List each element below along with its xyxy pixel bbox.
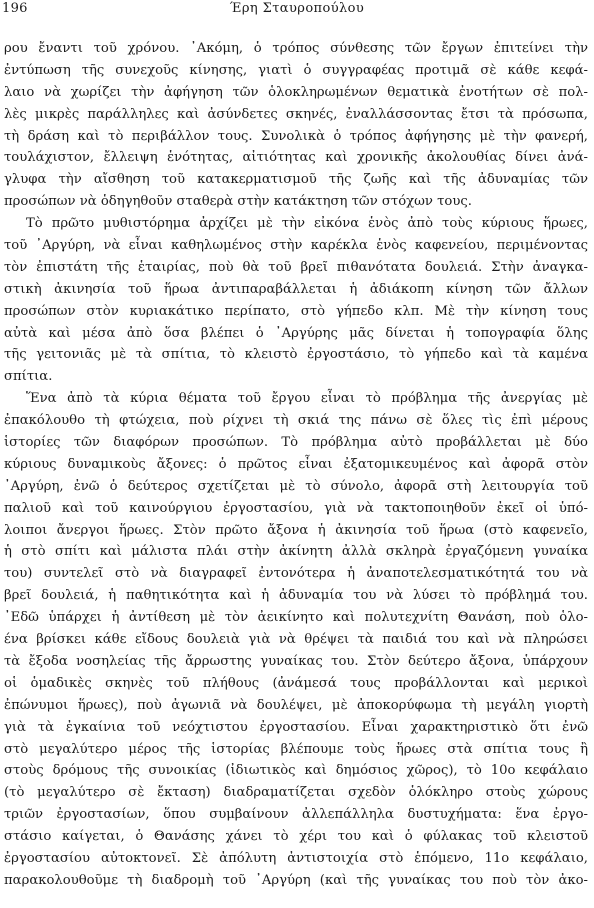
text-line: στικὴ ἀκινησία τοῦ ἥρωα ἀντιπαραβάλλεται ἡ ἀδιάκοπη κίνηση τῶν ἄλλων <box>4 281 588 297</box>
text-line: στὸ μεγαλύτερο μέρος τῆς ἱστορίας βλέπουμε τοὺς ἥρωες στὰ σπίτια τους ἢ <box>4 741 588 757</box>
text-line: προσώπων στὸν κυριακάτικο περίπατο, στὸ γήπεδο κλπ. Μὲ τὴν κίνηση τους <box>4 303 588 319</box>
text-line: γλυφα τὴν αἴσθηση τοῦ κατακερματισμοῦ τῆς ζωῆς καὶ τῆς ἀδυναμίας τῶν <box>4 172 588 188</box>
text-line: τῆς γειτονιᾶς μὲ τὰ σπίτια, τὸ κλειστὸ ἐργοστάσιο, τὸ γήπεδο καὶ τὰ καμένα <box>4 347 588 363</box>
text-line: τριῶν ἐργοστασίων, ὅπου συμβαίνουν ἀλλεπάλληλα δυστυχήματα: ἕνα ἐργο- <box>4 807 588 823</box>
running-title: Έρη Σταυροπούλου <box>229 1 365 16</box>
text-line: ἐπώνυμοι ἥρωες), ποὺ ἀγωνιᾶ νὰ δουλέψει, μὲ ἀποκορύφωμα τὴ μεγάλη γιορτὴ <box>4 697 588 713</box>
text-line: (τὸ μεγαλύτερο σὲ ἔκταση) διαδραματίζεται σχεδὸν ὁλόκληρο στοὺς χώρους <box>4 785 588 801</box>
text-line: στάσιο καίγεται, ὁ Θανάσης χάνει τὸ χέρι του καὶ ὁ φύλακας τοῦ κλειστοῦ <box>4 829 588 845</box>
text-line: ᾿Εδῶ ὑπάρχει ἡ ἀντίθεση μὲ τὸν ἀεικίνητο καὶ πολυτεχνίτη Θανάση, ποὺ ὁλο- <box>4 610 588 626</box>
text-line: τοῦ ᾿Αργύρη, νὰ εἶναι καθηλωμένος στὴν καρέκλα ἑνὸς καφενείου, περιμένοντας <box>4 238 588 254</box>
text-line: τὰ ἔξοδα νοσηλείας τῆς ἄρρωστης γυναίκας του. Στὸν δεύτερο ἄξονα, ὑπάρχουν <box>4 653 588 669</box>
text-line: λὲς μικρὲς παράλληλες καὶ ἀσύνδετες σκηνές, ἐναλλάσσοντας ἔτσι τὰ πρόσωπα, <box>4 106 588 122</box>
text-line: αὐτὰ καὶ μέσα ἀπὸ ὅσα βλέπει ὁ ᾿Αργύρης μᾶς δίνεται ἡ τοπογραφία ὅλης <box>4 325 588 341</box>
text-line: παλιοῦ καὶ τοῦ καινούργιου ἐργοστασίου, γιὰ νὰ τακτοποιηθοῦν ἐκεῖ οἱ ὑπό- <box>4 500 588 516</box>
text-line: του) συντελεῖ στὸ νὰ διαγραφεῖ ἐντονότερα ἡ ἀναποτελεσματικότητά του νὰ <box>4 566 588 582</box>
text-line: Ἕνα ἀπὸ τὰ κύρια θέματα τοῦ ἔργου εἶναι τὸ πρόβλημα τῆς ἀνεργίας μὲ <box>26 391 588 407</box>
text-line: βρεῖ δουλειά, ἡ παθητικότητα καὶ ἡ ἀδυναμία του νὰ λύσει τὸ πρόβλημά του. <box>4 588 588 604</box>
text-line: τὸν ἐπιστάτη τῆς ἑταιρίας, ποὺ θὰ τοῦ βρεῖ πιθανότατα δουλειά. Στὴν ἀναγκα- <box>4 259 588 275</box>
text-line: κύριους δυναμικοὺς ἄξονες: ὁ πρῶτος εἶναι ἐξατομικευμένος καὶ ἀφορᾶ στὸν <box>4 456 588 472</box>
text-line: στοὺς δρόμους τῆς συνοικίας (ἰδιωτικὸς καὶ δημόσιος χῶρος), τὸ 10ο κεφάλαιο <box>4 763 588 779</box>
text-line: ἐντύπωση τῆς συνεχοῦς κίνησης, γιατὶ ὁ συγγραφέας προτιμᾶ σὲ κάθε κεφά- <box>4 62 588 78</box>
text-line: οἱ ὁμαδικὲς σκηνὲς τοῦ πλήθους (ἀνάμεσά τους προβάλλονται καὶ μερικοὶ <box>4 675 588 691</box>
text-line: ένα βρίσκει κάθε εἴδους δουλειὰ γιὰ νὰ θρέψει τὰ παιδιά του καὶ νὰ πληρώσει <box>4 632 588 648</box>
text-line: Τὸ πρῶτο μυθιστόρημα ἀρχίζει μὲ τὴν εἰκόνα ἑνὸς ἀπὸ τοὺς κύριους ἥρωες, <box>26 216 588 232</box>
text-line: παρακολουθοῦμε τὴ διαδρομὴ τοῦ ᾿Αργύρη (καὶ τῆς γυναίκας του ποὺ τὸν ἀκο- <box>4 872 588 888</box>
text-line: σπίτια. <box>4 369 53 385</box>
text-line: προσώπων νὰ ὁδηγηθοῦν σταθερὰ στὴν κατάκτηση τῶν στόχων τους. <box>4 194 472 210</box>
text-line: ρου ἔναντι τοῦ χρόνου. ᾿Ακόμη, ὁ τρόπος σύνθεσης τῶν ἔργων ἐπιτείνει τὴν <box>4 41 588 56</box>
text-line: ἱστορίες τῶν διαφόρων προσώπων. Τὸ πρόβλημα αὐτὸ προβάλλεται μὲ δύο <box>4 435 588 451</box>
text-line: γιὰ τὰ ἐγκαίνια τοῦ νεόχτιστου ἐργοστασίου. Εἶναι χαρακτηριστικὸ ὅτι ἐνῶ <box>4 719 588 735</box>
text-line: τουλάχιστον, ἔλλειψη ἑνότητας, αἰτιότητας καὶ χρονικῆς ἀκολουθίας δίνει ἀνά- <box>4 150 588 166</box>
text-line: τὴ δράση καὶ τὸ περιβάλλον τους. Συνολικὰ ὁ τρόπος ἀφήγησης μὲ τὴν φανερή, <box>4 128 588 144</box>
text-line: ἐργοστασίου αὐτοκτονεῖ. Σὲ ἀπόλυτη ἀντιστοιχία στὸ ἑπόμενο, 11ο κεφάλαιο, <box>4 850 588 866</box>
page-number: 196 <box>2 1 28 16</box>
running-head <box>0 0 594 20</box>
text-line: λαιο νὰ χωρίζει τὴν ἀφήγηση τῶν ὁλοκληρωμένων θεματικὰ ἐνοτήτων σὲ πολ- <box>4 84 588 100</box>
text-line: ᾿Αργύρη, ἐνῶ ὁ δεύτερος σχετίζεται μὲ τὸ σύνολο, ἀφορᾶ στὴ λειτουργία τοῦ <box>4 478 588 494</box>
text-line: ἡ στὸ σπίτι καὶ μάλιστα πλάι στὴν ἀκίνητη ἀλλὰ σκληρὰ ἐργαζόμενη γυναίκα <box>4 544 588 560</box>
text-line: λοιποι ἄνεργοι ἥρωες. Στὸν πρῶτο ἄξονα ἡ ἀκινησία τοῦ ἥρωα (στὸ καφενεῖο, <box>4 522 588 538</box>
body-text <box>4 38 588 892</box>
text-line: ἐπακόλουθο τὴ φτώχεια, ποὺ ρίχνει τὴ σκιά της πάνω σὲ ὅλες τὶς ἐπὶ μέρους <box>4 413 588 429</box>
